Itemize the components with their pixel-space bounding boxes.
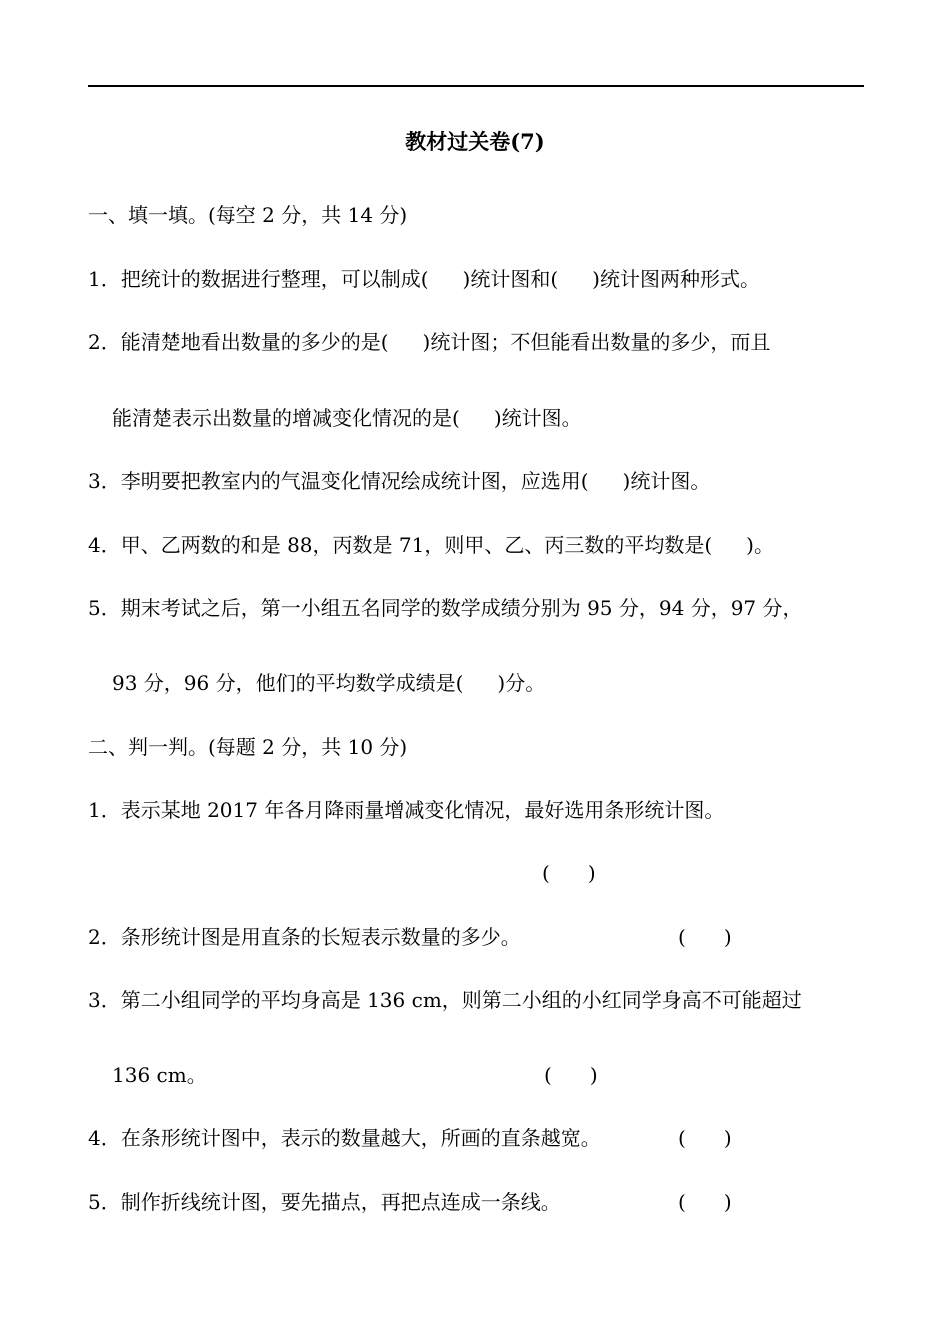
- section2-q4: 4．在条形统计图中，表示的数量越大，所画的直条越宽。: [88, 1126, 601, 1150]
- section1-q2-line1: 2．能清楚地看出数量的多少的是( )统计图；不但能看出数量的多少，而且: [88, 330, 771, 354]
- section2-q5: 5．制作折线统计图，要先描点，再把点连成一条线。: [88, 1190, 561, 1214]
- section2-q1: 1．表示某地 2017 年各月降雨量增减变化情况，最好选用条形统计图。: [88, 798, 725, 822]
- judge-box-2[interactable]: ( ): [678, 925, 732, 949]
- section1-q2-line2: 能清楚表示出数量的增减变化情况的是( )统计图。: [112, 406, 582, 430]
- section2-q2: 2．条形统计图是用直条的长短表示数量的多少。: [88, 925, 521, 949]
- top-rule: [88, 85, 864, 87]
- judge-box-3[interactable]: ( ): [544, 1063, 598, 1087]
- page-title: 教材过关卷(7): [405, 129, 545, 154]
- section1-q4: 4．甲、乙两数的和是 88，丙数是 71，则甲、乙、丙三数的平均数是( )。: [88, 533, 774, 557]
- section1-q5-line2: 93 分，96 分，他们的平均数学成绩是( )分。: [112, 671, 546, 695]
- judge-box-5[interactable]: ( ): [678, 1190, 732, 1214]
- section1-heading: 一、填一填。(每空 2 分，共 14 分): [88, 203, 408, 227]
- section2-q3-line2: 136 cm。: [112, 1063, 207, 1087]
- section1-q5-line1: 5．期末考试之后，第一小组五名同学的数学成绩分别为 95 分，94 分，97 分，: [88, 596, 803, 620]
- section2-q3-line1: 3．第二小组同学的平均身高是 136 cm，则第二小组的小红同学身高不可能超过: [88, 988, 802, 1012]
- section1-q1: 1．把统计的数据进行整理，可以制成( )统计图和( )统计图两种形式。: [88, 267, 760, 291]
- judge-box-1[interactable]: ( ): [542, 861, 596, 885]
- judge-box-4[interactable]: ( ): [678, 1126, 732, 1150]
- section2-heading: 二、判一判。(每题 2 分，共 10 分): [88, 735, 408, 759]
- section1-q3: 3．李明要把教室内的气温变化情况绘成统计图，应选用( )统计图。: [88, 469, 711, 493]
